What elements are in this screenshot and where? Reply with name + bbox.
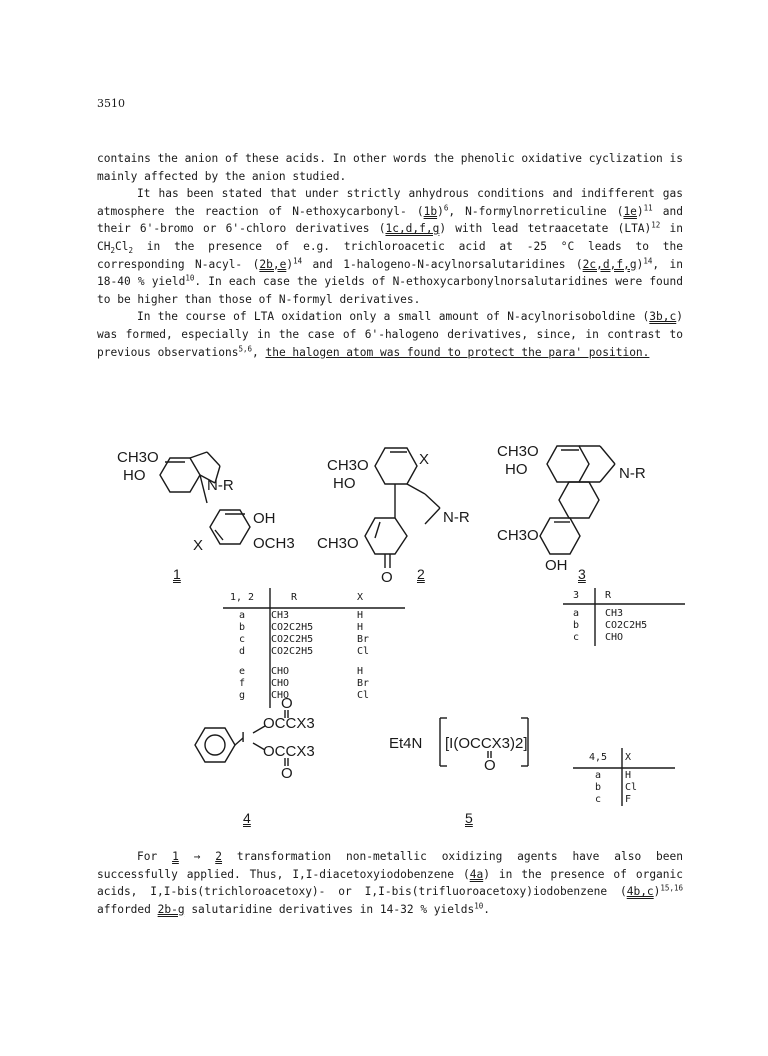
table-row: c F xyxy=(594,794,632,805)
s5-cation: Et4N xyxy=(389,735,423,752)
table-row: a CH3 H xyxy=(238,610,364,621)
s1-nr: N-R xyxy=(207,477,234,494)
s3-ho: HO xyxy=(505,461,528,478)
s2-nr: N-R xyxy=(443,509,470,526)
s4-o-bottom: O xyxy=(281,765,293,782)
table-row: b Cl xyxy=(594,782,638,793)
body-text-top xyxy=(97,150,683,361)
compound-label-4: 4 xyxy=(243,810,251,826)
s2-meo: CH3O xyxy=(327,457,369,474)
compound-label-1: 1 xyxy=(173,566,181,582)
table-row: f CHO Br xyxy=(238,678,370,689)
table-compounds-4-5: 4,5 X a H b Cl c F xyxy=(579,752,665,806)
s4-occx3-bottom: OCCX3 xyxy=(263,743,315,760)
paragraph-1: contains the anion of these acids. In other words the phenolic oxidative cyclization is mainly affected by the anion studied. xyxy=(97,152,683,183)
chemical-structures-figure xyxy=(95,428,715,838)
paragraph-3: In the course of LTA oxidation only a small amount of N-acylnorisoboldine (3b,c) was formed, especially in the case of 6'-halogeno derivatives, since, in contrast to previous observations$^{5,6}$, the halogen atom was found to protect the para' position. xyxy=(97,310,683,359)
table-row: a CH3 xyxy=(572,608,624,619)
table-row: c CHO xyxy=(572,632,624,643)
s1-x: X xyxy=(193,537,204,554)
s1-ome: OCH3 xyxy=(253,535,295,552)
table-row: c CO2C2H5 Br xyxy=(238,634,370,645)
s2-x: X xyxy=(419,451,430,468)
s5-o: O xyxy=(484,757,496,774)
compound-label-5: 5 xyxy=(465,810,473,826)
s3-oh: OH xyxy=(545,557,568,574)
s5-anion: [I(OCCX3)2] xyxy=(445,735,528,752)
table-row: e CHO H xyxy=(238,666,364,677)
page-number: 3510 xyxy=(97,97,125,110)
s1-oh: OH xyxy=(253,510,276,527)
s1-meo: CH3O xyxy=(117,449,159,466)
table-row: b CO2C2H5 xyxy=(572,620,648,631)
s3-meo: CH3O xyxy=(497,443,539,460)
s1-ho: HO xyxy=(123,467,146,484)
s2-meo2: CH3O xyxy=(317,535,359,552)
body-text-bottom xyxy=(97,848,683,918)
table-compounds-1-2: 1, 2 R X a CH3 H b CO2C2H5 H c CO2C2H5 Br d CO2C2H5 Cl e CHO H f CHO Br g CHO Cl xyxy=(223,592,397,702)
paragraph-2: It has been stated that under strictly anhydrous conditions and indifferent gas atmosphere the reaction of N-ethoxycarbonyl- $(1b)^6$, N-formylnorreticuline $(1e)^{11}$ and their 6'-bromo or 6'-chloro derivatives (1c,d,f,g) with lead tetraacetate (LTA)$^{12}$ in $CH_2Cl_2$ in the presence of e.g. trichloroacetic acid at -25 °C leads to the corresponding N-acyl- $(2b,e)^{14}$ and 1-halogeno-N-acylnorsalutaridines $(2c,d,f,g)^{14}$, in 18-40 % yield$^{10}$. In each case the yields of N-ethoxycarbonylnorsalutaridines were found to be higher than those of N-formyl derivatives. xyxy=(97,187,684,306)
s3-meo2: CH3O xyxy=(497,527,539,544)
table-compound-3: 3 R a CH3 b CO2C2H5 c CHO xyxy=(557,590,683,644)
s2-o: O xyxy=(381,569,393,586)
s2-ho: HO xyxy=(333,475,356,492)
compound-label-3: 3 xyxy=(578,566,586,582)
s3-nr: N-R xyxy=(619,465,646,482)
s4-i: I xyxy=(241,729,246,746)
table-row: d CO2C2H5 Cl xyxy=(238,646,370,657)
s4-o-top: O xyxy=(281,695,293,712)
paragraph-4: For 1 → 2 transformation non-metallic oxidizing agents have also been successfully applied. Thus, I,I-diacetoxyiodobenzene (4a) in the presence of organic acids, I,I-bis(trichloroacetoxy)- or I,I-bis(trifluoroacetoxy)iodobenzene $(4b,c)^{15,16}$ afforded 2b-g salutaridine derivatives in 14-32 % yields$^{10}$. xyxy=(97,850,684,916)
table-row: g CHO Cl xyxy=(238,690,370,701)
underlined-finding: the halogen atom was found to protect the para' position. xyxy=(265,345,650,359)
compound-label-2: 2 xyxy=(417,566,425,582)
s4-occx3-top: OCCX3 xyxy=(263,715,315,732)
table-row: b CO2C2H5 H xyxy=(238,622,364,633)
table-row: a H xyxy=(594,770,632,781)
